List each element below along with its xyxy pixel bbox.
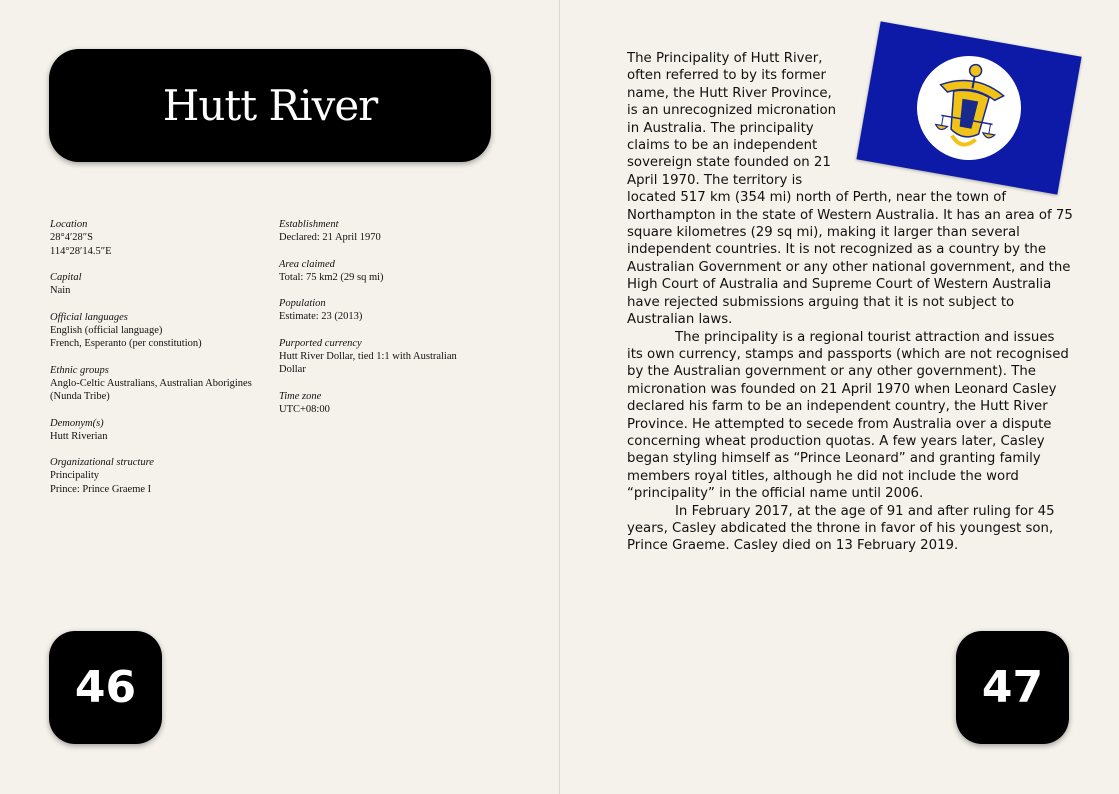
page-number-left: 46	[49, 631, 162, 744]
fact-label: Official languages	[50, 311, 128, 323]
fact-population	[279, 297, 479, 324]
fact-location	[50, 218, 260, 258]
fact-establishment	[279, 218, 479, 245]
facts-column-left	[50, 218, 260, 509]
fact-capital	[50, 271, 260, 298]
fact-label: Area claimed	[279, 258, 335, 270]
fact-demonym	[50, 417, 260, 444]
fact-value: 28°4′28″S	[50, 232, 93, 243]
fact-value: Hutt River Dollar, tied 1:1 with Australian Dollar	[279, 350, 457, 375]
fact-label: Time zone	[279, 390, 322, 402]
facts-column-right	[279, 218, 479, 429]
fact-label: Demonym(s)	[50, 417, 104, 429]
fact-time-zone	[279, 390, 479, 417]
fact-label: Population	[279, 298, 326, 309]
fact-label: Location	[50, 219, 88, 230]
fact-label: Capital	[50, 272, 82, 283]
title-banner	[49, 49, 491, 162]
page-title: Hutt River	[162, 81, 378, 130]
flag-float-spacer	[841, 50, 1073, 178]
paragraph: In February 2017, at the age of 91 and after ruling for 45 years, Casley abdicated the throne in favor of his youngest son, Prince Graeme. Casley died on 13 February 2019.	[627, 503, 1055, 554]
fact-value: UTC+08:00	[279, 403, 330, 415]
fact-value: Total: 75 km2 (29 sq mi)	[279, 271, 384, 283]
fact-official-languages	[50, 311, 260, 351]
fact-value: 114°28′14.5″E	[50, 245, 112, 257]
fact-area-claimed	[279, 258, 479, 285]
fact-label: Ethnic groups	[50, 364, 109, 376]
fact-value: Hutt Riverian	[50, 430, 108, 442]
fact-value: Anglo-Celtic Australians, Australian Aborigines (Nunda Tribe)	[50, 377, 252, 402]
fact-purported-currency	[279, 337, 479, 377]
fact-value: Prince: Prince Graeme I	[50, 483, 152, 495]
page-gutter	[559, 0, 560, 794]
fact-value: Principality	[50, 470, 99, 481]
fact-ethnic-groups	[50, 364, 260, 404]
fact-organizational-structure	[50, 456, 260, 496]
fact-value: Estimate: 23 (2013)	[279, 311, 363, 322]
fact-value: French, Esperanto (per constitution)	[50, 338, 202, 349]
fact-label: Purported currency	[279, 337, 362, 349]
fact-label: Establishment	[279, 219, 339, 230]
article-body	[627, 50, 1073, 555]
paragraph: The Principality of Hutt River, often referred to by its former name, the Hutt River Province, is an unrecognized micronation in Australia. The principality claims to be an independent sovereign state founded on 21 April 1970. The territory is located 517 km (354 mi) north of Perth, near the town of Northampton in the state of Western Australia. It has an area of 75 square kilometres (29 sq mi), making it larger than several independent countries. It is not recognized as a country by the Australian Government or any other national government, and the High Court of Australia and Supreme Court of Western Australia have rejected submissions arguing that it is not subject to Australian laws.	[627, 51, 1073, 328]
fact-value: English (official language)	[50, 324, 163, 336]
fact-value: Declared: 21 April 1970	[279, 232, 381, 243]
fact-label: Organizational structure	[50, 457, 154, 468]
paragraph: The principality is a regional tourist attraction and issues its own currency, stamps and passports (which are not recognised by the Australian government or any other government). The micronation was founded on 21 April 1970 when Leonard Casley declared his farm to be an independent country, the Hutt River Province. He attempted to secede from Australia over a dispute concerning wheat production quotas. A few years later, Casley began styling himself as “Prince Leonard” and granting family members royal titles, although he did not include the word “principality” in the official name until 2006.	[627, 329, 1069, 502]
page-number-right: 47	[956, 631, 1069, 744]
fact-value: Nain	[50, 285, 71, 296]
